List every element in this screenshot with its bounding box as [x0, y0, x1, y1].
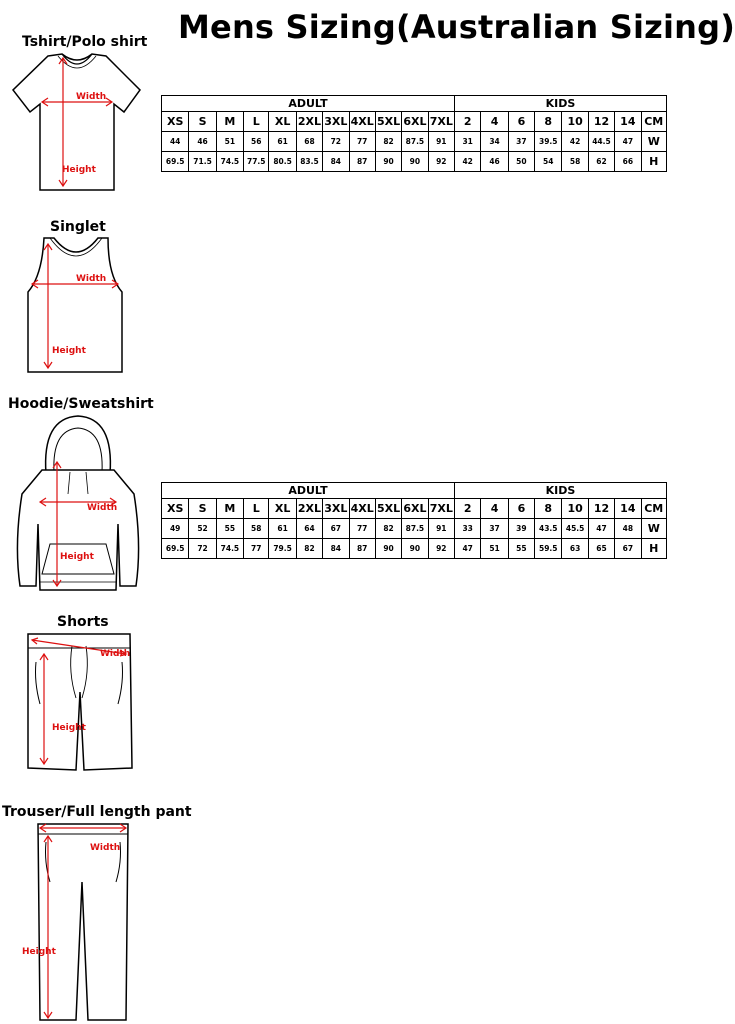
unit-cell: W [641, 519, 666, 539]
size-header-cell: M [216, 112, 243, 132]
table-cell: 44 [162, 132, 189, 152]
size-header-cell: 4XL [349, 112, 375, 132]
size-header-cell: 10 [562, 499, 588, 519]
table-cell: 68 [296, 132, 322, 152]
table-cell: 67 [615, 539, 641, 559]
size-header-cell: 12 [588, 112, 614, 132]
table-cell: 51 [481, 539, 508, 559]
table-cell: 31 [455, 132, 481, 152]
size-header-cell: 4XL [349, 499, 375, 519]
table-cell: 82 [296, 539, 322, 559]
adult-header: ADULT [162, 96, 455, 112]
table-cell: 58 [244, 519, 269, 539]
trouser-label: Trouser/Full length pant [2, 804, 192, 820]
table-cell: 50 [508, 152, 534, 172]
table-cell: 90 [375, 152, 401, 172]
table-cell: 51 [216, 132, 243, 152]
size-header-cell: CM [641, 499, 666, 519]
kids-header: KIDS [455, 96, 667, 112]
tshirt-width-label: Width [76, 92, 107, 102]
adult-header: ADULT [162, 483, 455, 499]
size-header-row [162, 112, 667, 132]
table-cell: 55 [216, 519, 243, 539]
table-cell: 83.5 [296, 152, 322, 172]
tshirt-size-table [161, 95, 667, 172]
hoodie-size-table [161, 482, 667, 559]
table-cell: 90 [402, 539, 428, 559]
singlet-width-label: Width [76, 274, 107, 284]
table-cell: 67 [323, 519, 349, 539]
size-header-cell: 5XL [375, 499, 401, 519]
table-cell: 46 [481, 152, 508, 172]
table-cell: 90 [375, 539, 401, 559]
unit-cell: H [641, 152, 666, 172]
table-row [162, 519, 667, 539]
table-cell: 87.5 [402, 519, 428, 539]
table-cell: 92 [428, 539, 454, 559]
size-header-cell: 2XL [296, 499, 322, 519]
table-cell: 56 [244, 132, 269, 152]
table-cell: 47 [455, 539, 481, 559]
table-cell: 44.5 [588, 132, 614, 152]
size-header-cell: 12 [588, 499, 614, 519]
size-header-cell: S [189, 499, 216, 519]
table-cell: 91 [428, 132, 454, 152]
table-cell: 84 [323, 152, 349, 172]
size-header-cell: 14 [615, 499, 641, 519]
table-cell: 87 [349, 152, 375, 172]
table-cell: 87.5 [402, 132, 428, 152]
table-cell: 69.5 [162, 152, 189, 172]
hoodie-height-label: Height [60, 552, 94, 562]
table-cell: 46 [189, 132, 216, 152]
table-cell: 49 [162, 519, 189, 539]
table-cell: 61 [269, 519, 296, 539]
table-cell: 84 [323, 539, 349, 559]
size-header-cell: 6 [508, 499, 534, 519]
table-cell: 82 [375, 132, 401, 152]
trouser-height-label: Height [22, 947, 56, 957]
table-cell: 77 [349, 519, 375, 539]
table-cell: 37 [481, 519, 508, 539]
size-header-cell: XL [269, 499, 296, 519]
table-cell: 39.5 [535, 132, 562, 152]
singlet-illustration [26, 236, 126, 374]
trouser-width-label: Width [90, 843, 121, 853]
size-header-cell: XS [162, 112, 189, 132]
hoodie-illustration [12, 414, 144, 594]
hoodie-label: Hoodie/Sweatshirt [8, 396, 154, 412]
table-cell: 79.5 [269, 539, 296, 559]
table-cell: 77 [244, 539, 269, 559]
table-cell: 91 [428, 519, 454, 539]
singlet-height-label: Height [52, 346, 86, 356]
table-cell: 92 [428, 152, 454, 172]
unit-cell: H [641, 539, 666, 559]
size-header-cell: XS [162, 499, 189, 519]
shorts-label: Shorts [57, 614, 109, 630]
table-row [162, 132, 667, 152]
tshirt-label: Tshirt/Polo shirt [22, 34, 148, 50]
table-cell: 77 [349, 132, 375, 152]
size-header-cell: XL [269, 112, 296, 132]
table-cell: 66 [615, 152, 641, 172]
table-cell: 52 [189, 519, 216, 539]
shorts-width-label: Width [100, 649, 131, 659]
table-cell: 62 [588, 152, 614, 172]
size-header-cell: 4 [481, 499, 508, 519]
size-header-cell: S [189, 112, 216, 132]
table-cell: 82 [375, 519, 401, 539]
table-row [162, 539, 667, 559]
table-cell: 42 [562, 132, 588, 152]
size-header-cell: 3XL [323, 112, 349, 132]
table-cell: 74.5 [216, 152, 243, 172]
size-header-cell: 7XL [428, 499, 454, 519]
table-cell: 72 [323, 132, 349, 152]
table-cell: 45.5 [562, 519, 588, 539]
size-header-cell: CM [641, 112, 666, 132]
table-cell: 47 [615, 132, 641, 152]
singlet-label: Singlet [50, 219, 106, 235]
size-header-cell: M [216, 499, 243, 519]
hoodie-width-label: Width [87, 503, 118, 513]
table-cell: 61 [269, 132, 296, 152]
size-header-cell: 6XL [402, 112, 428, 132]
tshirt-illustration [10, 52, 145, 197]
table-row [162, 152, 667, 172]
table-cell: 34 [481, 132, 508, 152]
table-cell: 64 [296, 519, 322, 539]
shorts-height-label: Height [52, 723, 86, 733]
table-cell: 59.5 [535, 539, 562, 559]
table-cell: 69.5 [162, 539, 189, 559]
table-cell: 58 [562, 152, 588, 172]
unit-cell: W [641, 132, 666, 152]
page-title: Mens Sizing(Australian Sizing) [178, 8, 735, 46]
table-cell: 72 [189, 539, 216, 559]
size-header-row [162, 499, 667, 519]
kids-header: KIDS [455, 483, 667, 499]
table-cell: 77.5 [244, 152, 269, 172]
table-cell: 54 [535, 152, 562, 172]
table-cell: 87 [349, 539, 375, 559]
size-header-cell: 2XL [296, 112, 322, 132]
table-cell: 37 [508, 132, 534, 152]
size-header-cell: L [244, 112, 269, 132]
size-header-cell: 8 [535, 112, 562, 132]
size-header-cell: 7XL [428, 112, 454, 132]
size-header-cell: 2 [455, 499, 481, 519]
size-header-cell: 8 [535, 499, 562, 519]
shorts-illustration [22, 632, 136, 774]
size-header-cell: 10 [562, 112, 588, 132]
table-cell: 65 [588, 539, 614, 559]
size-header-cell: 6 [508, 112, 534, 132]
size-header-cell: 14 [615, 112, 641, 132]
table-cell: 39 [508, 519, 534, 539]
tshirt-height-label: Height [62, 165, 96, 175]
size-header-cell: 2 [455, 112, 481, 132]
table-cell: 43.5 [535, 519, 562, 539]
table-cell: 48 [615, 519, 641, 539]
table-cell: 33 [455, 519, 481, 539]
table-cell: 71.5 [189, 152, 216, 172]
size-header-cell: 4 [481, 112, 508, 132]
size-header-cell: 5XL [375, 112, 401, 132]
trouser-illustration [18, 822, 130, 1024]
size-header-cell: 6XL [402, 499, 428, 519]
table-cell: 47 [588, 519, 614, 539]
table-cell: 63 [562, 539, 588, 559]
table-cell: 90 [402, 152, 428, 172]
table-cell: 80.5 [269, 152, 296, 172]
table-cell: 42 [455, 152, 481, 172]
table-cell: 55 [508, 539, 534, 559]
size-header-cell: 3XL [323, 499, 349, 519]
size-header-cell: L [244, 499, 269, 519]
table-cell: 74.5 [216, 539, 243, 559]
